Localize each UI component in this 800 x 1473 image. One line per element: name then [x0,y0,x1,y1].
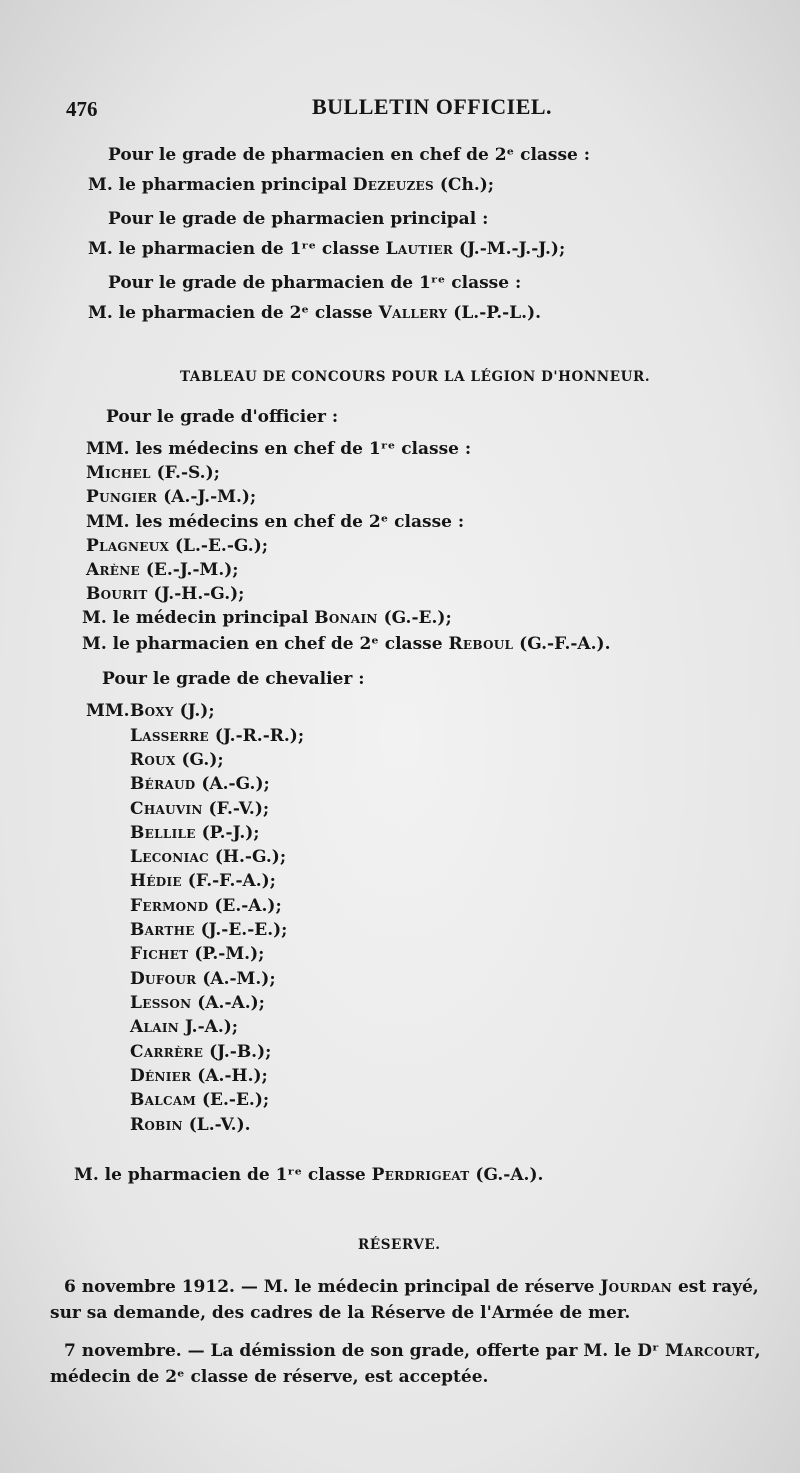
person-initials: (J.-H.-G.); [147,584,245,604]
person-initials: (A.-J.-M.); [157,487,257,507]
chevalier-entry [130,1016,238,1038]
chevalier-entry [130,992,265,1014]
person-initials: (L.-P.-L.). [447,303,542,323]
chevalier-entry [130,846,286,868]
officier-line [82,607,452,629]
chevalier-entry [130,749,224,771]
person-initials: (G.); [175,750,224,770]
person-name: Jourdan [600,1277,673,1297]
person-name: Vallery [378,303,448,323]
entry-pharmacien-chef [88,174,494,196]
person-name: Lesson [130,993,192,1013]
text-run: 6 novembre 1912. — M. le médecin principal de réserve [64,1277,601,1297]
final-pharmacien-entry [74,1164,543,1186]
person-name: Chauvin [130,799,203,819]
person-initials: (E.-A.); [208,896,282,916]
chevalier-entry [130,700,215,722]
person-name: Alain [130,1017,180,1037]
person-initials: (E.-E.); [196,1090,270,1110]
officier-line [86,511,464,533]
person-initials: (G.-E.); [377,608,452,628]
page-number: 476 [66,97,98,121]
person-initials: (G.-F.-A.). [513,634,611,654]
intro-chevalier: Pour le grade de chevalier : [102,669,365,689]
chevalier-entry [130,870,276,892]
officier-line [86,535,268,557]
text-run: , [754,1341,761,1361]
person-name: Hédie [130,871,182,891]
person-name: Michel [86,463,151,483]
person-name: Bourit [86,584,148,604]
person-initials: (L.-E.-G.); [169,536,269,556]
person-initials: (F.-V.); [202,799,270,819]
person-name: Boxy [130,701,174,721]
officier-line [86,438,471,460]
person-name: Robin [130,1115,183,1135]
person-name: Fermond [130,896,209,916]
person-name: Roux [130,750,176,770]
person-name: Pungier [86,487,158,507]
person-initials: (L.-V.). [182,1115,251,1135]
person-initials: (P.-M.); [188,944,265,964]
person-name: Marcourt [664,1341,755,1361]
person-initials: (G.-A.). [469,1165,544,1185]
entry-pharmacien-1re [88,302,541,324]
running-header: BULLETIN OFFICIEL. [312,94,553,119]
reserve-para1-line2: sur sa demande, des cadres de la Réserve de l'Armée de mer. [50,1303,631,1323]
person-name: Arène [86,560,140,580]
person-initials: (A.-M.); [196,969,276,989]
reserve-para1-line1 [64,1276,759,1298]
person-name: Plagneux [86,536,170,556]
person-initials: (F.-S.); [150,463,220,483]
person-name: Bonain [314,608,378,628]
chevalier-entry [130,1089,269,1111]
person-name: Balcam [130,1090,197,1110]
reserve-para2-line1 [64,1340,761,1362]
person-name: Leconiac [130,847,209,867]
officier-line [86,583,244,605]
chevalier-entry [130,1065,268,1087]
line-prefix: MM. les médecins en chef de 1ʳᵉ classe : [86,439,472,459]
chevalier-entry [130,943,264,965]
chevalier-entry [130,1114,251,1136]
entry-prefix: M. le pharmacien de 2ᵉ classe [88,303,379,323]
person-name: Lasserre [130,726,209,746]
person-name: Béraud [130,774,196,794]
person-initials: (A.-A.); [191,993,265,1013]
person-name: Reboul [448,634,514,654]
chevalier-entry [130,773,270,795]
person-initials: (F.-F.-A.); [181,871,276,891]
person-initials: (H.-G.); [208,847,287,867]
intro-pharmacien-1re: Pour le grade de pharmacien de 1ʳᵉ classe : [108,273,522,293]
person-name: Carrère [130,1042,204,1062]
person-initials: (A.-H.); [191,1066,268,1086]
text-run: 7 novembre. — La démission de son grade, offerte par M. le Dʳ [64,1341,665,1361]
section-title-legion: TABLEAU DE CONCOURS POUR LA LÉGION D'HONNEUR. [180,369,651,385]
person-name: Dénier [130,1066,192,1086]
officier-line [86,486,256,508]
person-name: Barthe [130,920,195,940]
chevalier-entry [130,968,276,990]
person-initials: (J.-B.); [203,1042,272,1062]
person-initials: (J.-M.-J.-J.); [453,239,566,259]
section-title-reserve: RÉSERVE. [358,1237,441,1253]
person-initials: (J.-R.-R.); [208,726,305,746]
person-name: Fichet [130,944,189,964]
chevalier-entry [130,1041,271,1063]
text-run: est rayé, [672,1277,759,1297]
person-name: Perdrigeat [371,1165,470,1185]
person-initials: (P.-J.); [195,823,260,843]
reserve-para2-line2: médecin de 2ᵉ classe de réserve, est acceptée. [50,1367,489,1387]
intro-officier: Pour le grade d'officier : [106,407,339,427]
line-prefix: M. le pharmacien en chef de 2ᵉ classe [82,634,449,654]
entry-prefix: M. le pharmacien principal [88,175,353,195]
person-initials: (J.-E.-E.); [194,920,288,940]
person-initials: J.-A.); [179,1017,239,1037]
person-name: Dufour [130,969,197,989]
intro-pharmacien-chef: Pour le grade de pharmacien en chef de 2ᵉ classe : [108,145,591,165]
chevalier-entry [130,822,260,844]
person-initials: (E.-J.-M.); [139,560,239,580]
person-initials: (Ch.); [433,175,495,195]
intro-pharmacien-principal: Pour le grade de pharmacien principal : [108,209,489,229]
line-prefix: MM. les médecins en chef de 2ᵉ classe : [86,512,465,532]
officier-line [86,462,220,484]
chevalier-entry [130,798,269,820]
person-initials: (A.-G.); [195,774,270,794]
chevalier-entry [130,895,282,917]
person-name: Lautier [385,239,454,259]
chevalier-entry [130,919,287,941]
entry-pharmacien-principal [88,238,565,260]
person-name: Bellile [130,823,196,843]
entry-prefix: M. le pharmacien de 1ʳᵉ classe [88,239,386,259]
entry-prefix: M. le pharmacien de 1ʳᵉ classe [74,1165,372,1185]
person-name: Dezeuzes [352,175,434,195]
mm-label: MM. [86,701,130,721]
line-prefix: M. le médecin principal [82,608,315,628]
officier-line [82,633,611,655]
chevalier-entry [130,725,304,747]
officier-line [86,559,239,581]
person-initials: (J.); [173,701,215,721]
